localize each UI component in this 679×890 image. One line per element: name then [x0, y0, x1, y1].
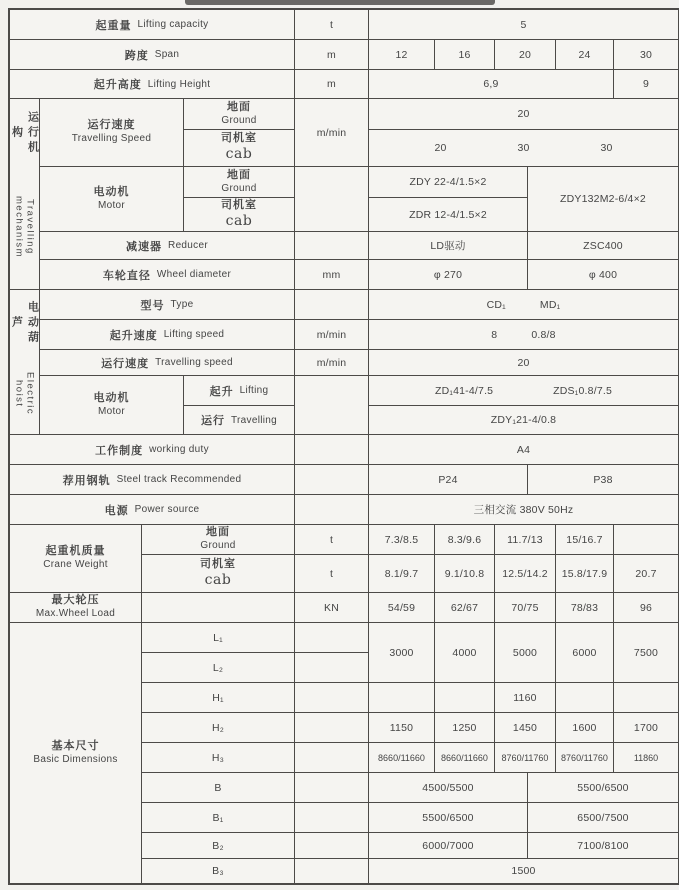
dimensions-en: Basic Dimensions [33, 753, 118, 765]
travel-en: Travelling [231, 414, 277, 426]
reducer-label-en: Reducer [168, 240, 208, 251]
height-value-last: 9 [614, 70, 678, 98]
hoist-lift-speed-value: 8 [491, 328, 498, 341]
dim-l2-label: L₂ [142, 653, 294, 682]
dim-b-label: B [142, 773, 294, 802]
motor-label-zh: 电动机 [93, 185, 130, 198]
track-zh: 荐用钢轨 [62, 474, 111, 487]
power-unit-empty [295, 495, 368, 524]
crane-weight-ground-value [614, 525, 678, 554]
dim-h3-value: 8660/11660 [435, 743, 494, 772]
cab-zh: 司机室 [221, 132, 257, 145]
height-label-en: Lifting Height [147, 78, 211, 90]
track-left-value: P24 [369, 465, 527, 494]
dim-b-unit-empty [295, 773, 368, 802]
speed-label [40, 99, 183, 166]
span-value: 12 [369, 40, 434, 69]
scan-artifact [185, 0, 495, 5]
power-en: Power source [134, 504, 200, 515]
dim-h2-value: 1250 [435, 713, 494, 742]
speed-cab-value: 30 [600, 142, 613, 154]
dim-h2-unit-empty [295, 713, 368, 742]
duty-value: A4 [369, 435, 678, 464]
wheel-load-value: 54/59 [369, 593, 434, 622]
reducer-left-value: LD驱动 [369, 232, 527, 259]
track-right-value: P38 [528, 465, 678, 494]
dim-h3-value: 8660/11660 [369, 743, 434, 772]
travelling-section-sidebar [10, 99, 39, 289]
height-label-zh: 起升高度 [93, 79, 142, 91]
wheel-load-value: 78/83 [556, 593, 613, 622]
wheel-label-en: Wheel diameter [156, 269, 232, 280]
crane-weight-label [10, 525, 141, 592]
dim-h1-value [614, 683, 678, 712]
wheel-unit: mm [295, 260, 368, 289]
dim-h3-value: 8760/11760 [556, 743, 613, 772]
cab-zh: 司机室 [200, 557, 236, 570]
motor-cab-value: ZDR 12-4/1.5×2 [369, 198, 527, 231]
reducer-right-value: ZSC400 [528, 232, 678, 259]
duty-en: working duty [149, 444, 209, 455]
motor-ground-sublabel [184, 167, 294, 197]
power-value: 三相交流 380V 50Hz [369, 495, 678, 524]
dim-h2-label: H₂ [142, 713, 294, 742]
crane-weight-ground-value: 11.7/13 [495, 525, 555, 554]
motor-unit-empty [295, 167, 368, 231]
speed-unit: m/min [295, 99, 368, 166]
hoist-travel-speed-en: Travelling speed [155, 357, 233, 368]
span-label-en: Span [154, 49, 180, 60]
dim-h2-value: 1600 [556, 713, 613, 742]
wheel-load-value: 62/67 [435, 593, 494, 622]
duty-unit-empty [295, 435, 368, 464]
capacity-label-en: Lifting capacity [137, 19, 209, 30]
hoist-section-en: Electric hoist [13, 372, 36, 416]
crane-weight-cab-value: 8.1/9.7 [369, 555, 434, 592]
dim-l12-value: 7500 [614, 623, 678, 682]
motor-label [40, 167, 183, 231]
dimensions-label [10, 623, 141, 883]
dim-h1-value [556, 683, 613, 712]
dim-b2-right-value: 7100/8100 [528, 833, 678, 858]
dim-b2-label: B₂ [142, 833, 294, 858]
hoist-type-values [369, 290, 678, 319]
span-value: 16 [435, 40, 494, 69]
crane-weight-zh: 起重机质量 [45, 545, 106, 558]
crane-weight-cab-value: 9.1/10.8 [435, 555, 494, 592]
dim-l1-label: L₁ [142, 623, 294, 652]
wheel-load-label [10, 593, 141, 622]
motor-label-en: Motor [97, 199, 126, 211]
dim-h3-label: H₃ [142, 743, 294, 772]
reducer-unit-empty [295, 232, 368, 259]
span-value: 24 [556, 40, 613, 69]
track-en: Steel track Recommended [116, 474, 242, 485]
crane-weight-cab-sublabel [142, 555, 294, 592]
hoist-motor-label [40, 376, 183, 434]
dim-b3-label: B₃ [142, 859, 294, 883]
ground-en: Ground [221, 114, 257, 126]
lift-en: Lifting [239, 385, 269, 396]
duty-zh: 工作制度 [95, 444, 144, 457]
span-label [10, 40, 294, 69]
height-label [10, 70, 294, 98]
dim-h2-value: 1700 [614, 713, 678, 742]
wheel-load-value: 96 [614, 593, 678, 622]
hoist-motor-lift-values [369, 376, 678, 405]
dim-h1-unit-empty [295, 683, 368, 712]
dim-b-left-value: 4500/5500 [369, 773, 527, 802]
dim-h1-value [369, 683, 434, 712]
crane-weight-ground-value: 8.3/9.6 [435, 525, 494, 554]
hoist-travel-speed-zh: 运行速度 [101, 357, 150, 370]
ground-zh: 地面 [227, 100, 251, 113]
motor-ground-value: ZDY 22-4/1.5×2 [369, 167, 527, 197]
dim-l12-value: 6000 [556, 623, 613, 682]
ground-en: Ground [200, 540, 236, 552]
crane-weight-cab-value: 20.7 [614, 555, 678, 592]
speed-cab-value: 20 [434, 142, 447, 154]
height-unit: m [295, 70, 368, 98]
reducer-label [40, 232, 294, 259]
hoist-lift-speed-value: 0.8/8 [531, 328, 556, 341]
capacity-label-zh: 起重量 [95, 19, 132, 32]
dim-h3-value: 8760/11760 [495, 743, 555, 772]
hoist-type-label [40, 290, 294, 319]
hoist-lift-speed-en: Lifting speed [163, 329, 225, 340]
track-unit-empty [295, 465, 368, 494]
dim-h2-value: 1450 [495, 713, 555, 742]
hoist-type-value: MD₁ [539, 298, 561, 311]
crane-weight-ground-value: 7.3/8.5 [369, 525, 434, 554]
hoist-section-sidebar [10, 290, 39, 434]
hoist-type-zh: 型号 [140, 299, 165, 312]
hoist-motor-unit-empty [295, 376, 368, 434]
travelling-section-zh: 运行机构 [10, 111, 39, 157]
speed-cab-sublabel [184, 130, 294, 166]
travelling-section-en: Travelling mechanism [13, 195, 36, 258]
speed-cab-values [369, 130, 678, 166]
span-value: 20 [495, 40, 555, 69]
hoist-lift-speed-label [40, 320, 294, 349]
hoist-type-unit-empty [295, 290, 368, 319]
hoist-motor-travel-sublabel [184, 406, 294, 434]
dimensions-zh: 基本尺寸 [51, 739, 100, 752]
hoist-section-zh: 电动葫芦 [10, 301, 39, 347]
power-zh: 电源 [104, 504, 129, 517]
cab-zh: 司机室 [221, 198, 257, 211]
wheel-label [40, 260, 294, 289]
hoist-motor-lift-value: ZDS₁0.8/7.5 [553, 384, 613, 397]
hoist-type-en: Type [170, 299, 194, 310]
hoist-motor-en: Motor [97, 405, 126, 417]
lift-zh: 起升 [209, 385, 234, 398]
hoist-lift-speed-zh: 起升速度 [109, 329, 158, 342]
travel-zh: 运行 [201, 415, 225, 427]
dim-b-right-value: 5500/6500 [528, 773, 678, 802]
dim-h3-value: 11860 [614, 743, 678, 772]
cab-en: cab [225, 212, 253, 229]
crane-weight-cab-value: 12.5/14.2 [495, 555, 555, 592]
track-label [10, 465, 294, 494]
hoist-travel-speed-value: 20 [369, 350, 678, 375]
crane-weight-cab-value: 15.8/17.9 [556, 555, 613, 592]
speed-ground-sublabel [184, 99, 294, 129]
height-value-main: 6,9 [369, 70, 613, 98]
wheel-load-en: Max.Wheel Load [35, 608, 116, 620]
crane-weight-en: Crane Weight [43, 559, 108, 571]
dim-h1-value [435, 683, 494, 712]
capacity-unit: t [295, 10, 368, 39]
dim-b2-left-value: 6000/7000 [369, 833, 527, 858]
span-value: 30 [614, 40, 678, 69]
dim-b3-value: 1500 [369, 859, 678, 883]
motor-cab-sublabel [184, 198, 294, 231]
wheel-label-zh: 车轮直径 [102, 269, 151, 282]
ground-zh: 地面 [227, 168, 251, 181]
speed-label-en: Travelling Speed [71, 133, 152, 145]
wheel-load-value: 70/75 [495, 593, 555, 622]
capacity-value: 5 [369, 10, 678, 39]
cab-en: cab [225, 146, 253, 163]
reducer-label-zh: 减速器 [126, 240, 163, 253]
dim-b2-unit-empty [295, 833, 368, 858]
hoist-motor-lift-value: ZD₁41-4/7.5 [434, 384, 494, 397]
wheel-load-unit: KN [295, 593, 368, 622]
dim-b1-right-value: 6500/7500 [528, 803, 678, 832]
crane-spec-table [8, 8, 679, 885]
ground-en: Ground [221, 182, 257, 194]
hoist-motor-travel-value: ZDY₁21-4/0.8 [369, 406, 678, 434]
hoist-travel-speed-label [40, 350, 294, 375]
dim-l2-unit-empty [295, 653, 368, 682]
hoist-lift-speed-unit: m/min [295, 320, 368, 349]
wheel-load-sublabel-empty [142, 593, 294, 622]
crane-weight-cab-unit: t [295, 555, 368, 592]
crane-weight-ground-unit: t [295, 525, 368, 554]
wheel-right-value: φ 400 [528, 260, 678, 289]
hoist-motor-zh: 电动机 [93, 391, 130, 404]
power-label [10, 495, 294, 524]
speed-label-zh: 运行速度 [87, 119, 136, 132]
hoist-travel-speed-unit: m/min [295, 350, 368, 375]
span-unit: m [295, 40, 368, 69]
motor-right-value: ZDY132M2-6/4×2 [528, 167, 678, 231]
crane-weight-ground-sublabel [142, 525, 294, 554]
span-label-zh: 跨度 [124, 49, 149, 62]
wheel-left-value: φ 270 [369, 260, 527, 289]
duty-label [10, 435, 294, 464]
dim-b1-left-value: 5500/6500 [369, 803, 527, 832]
hoist-lift-speed-values [369, 320, 678, 349]
dim-l12-value: 3000 [369, 623, 434, 682]
dim-h2-value: 1150 [369, 713, 434, 742]
dim-b1-label: B₁ [142, 803, 294, 832]
speed-ground-value: 20 [369, 99, 678, 129]
wheel-load-zh: 最大轮压 [51, 594, 100, 607]
dim-h1-label: H₁ [142, 683, 294, 712]
dim-h3-unit-empty [295, 743, 368, 772]
hoist-type-value: CD₁ [486, 298, 506, 311]
dim-b3-unit-empty [295, 859, 368, 883]
dim-h1-value: 1160 [495, 683, 555, 712]
cab-en: cab [204, 571, 232, 588]
ground-zh: 地面 [206, 526, 230, 539]
dim-l12-value: 5000 [495, 623, 555, 682]
dim-l1-unit-empty [295, 623, 368, 652]
capacity-label [10, 10, 294, 39]
dim-b1-unit-empty [295, 803, 368, 832]
dim-l12-value: 4000 [435, 623, 494, 682]
hoist-motor-lift-sublabel [184, 376, 294, 405]
crane-weight-ground-value: 15/16.7 [556, 525, 613, 554]
speed-cab-value: 30 [517, 142, 530, 154]
